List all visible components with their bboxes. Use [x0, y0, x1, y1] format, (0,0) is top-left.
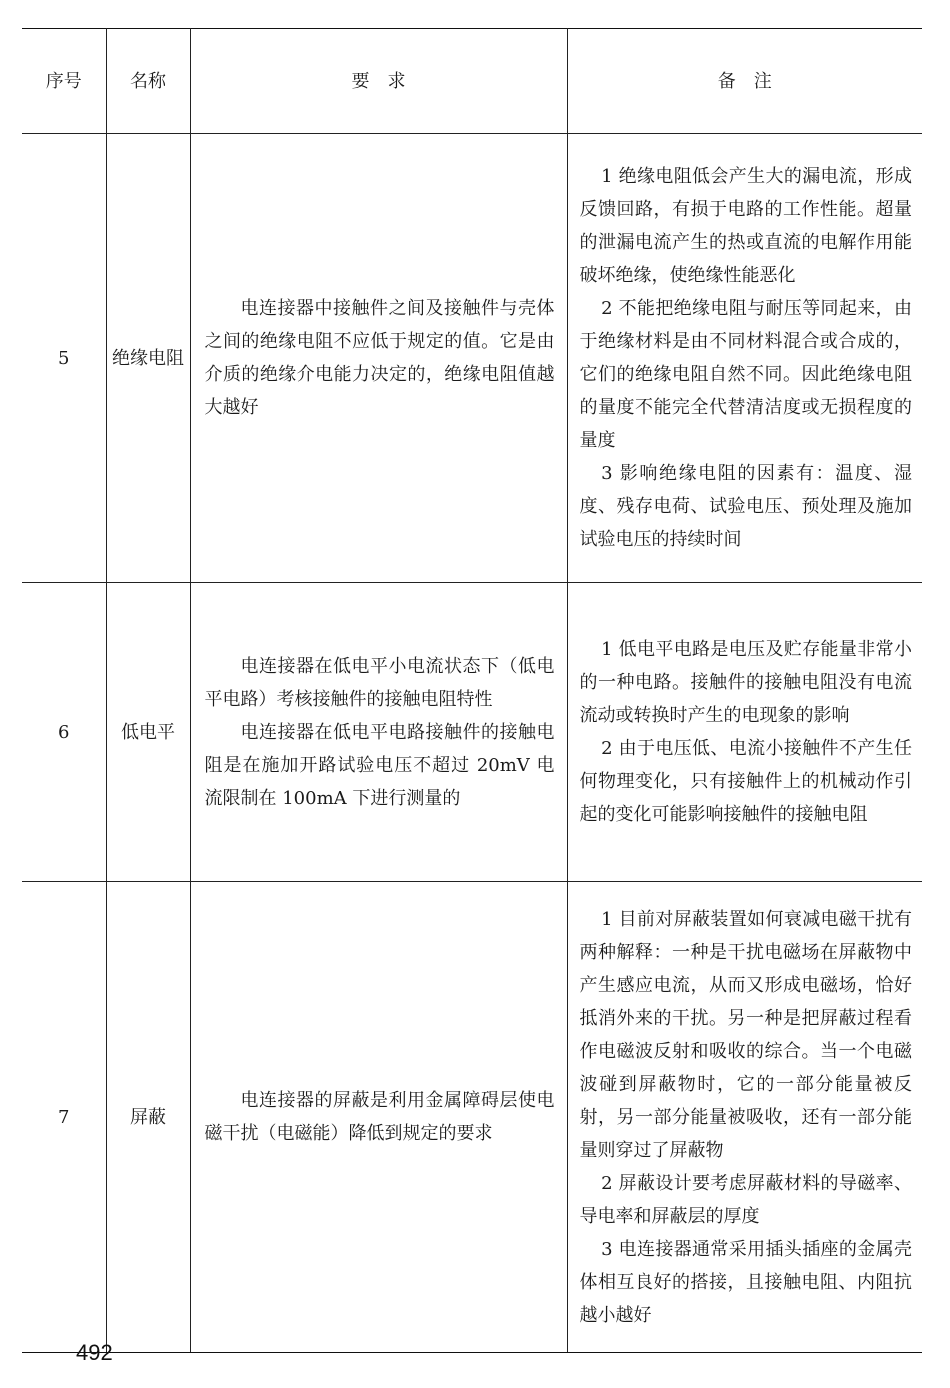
- requirement-paragraph: 电连接器在低电平小电流状态下（低电平电路）考核接触件的接触电阻特性: [204, 655, 555, 710]
- table-header: [22, 29, 922, 134]
- table-row: [22, 583, 922, 882]
- table-row: [22, 882, 922, 1353]
- row-number: 5: [22, 134, 106, 583]
- note-paragraph: 2 屏蔽设计要考虑屏蔽材料的导磁率、导电率和屏蔽层的厚度: [579, 1172, 912, 1227]
- row-requirement: [190, 583, 567, 882]
- header-row: [22, 29, 922, 134]
- row-notes: [567, 134, 922, 583]
- row-requirement: [190, 134, 567, 583]
- header-no: 序号: [22, 29, 106, 134]
- row-number: 7: [22, 882, 106, 1353]
- row-notes: [567, 882, 922, 1353]
- header-requirement: 要 求: [190, 29, 567, 134]
- note-paragraph: 1 绝缘电阻低会产生大的漏电流，形成反馈回路，有损于电路的工作性能。超量的泄漏电流产生的热或直流的电解作用能破坏绝缘，使绝缘性能恶化: [579, 166, 912, 286]
- note-paragraph: 1 低电平电路是电压及贮存能量非常小的一种电路。接触件的接触电阻没有电流流动或转换时产生的电现象的影响: [579, 639, 912, 726]
- table-row: [22, 134, 922, 583]
- header-name: 名称: [106, 29, 190, 134]
- specification-table: [22, 28, 922, 1353]
- row-notes: [567, 583, 922, 882]
- requirement-paragraph: 电连接器的屏蔽是利用金属障碍层使电磁干扰（电磁能）降低到规定的要求: [204, 1090, 555, 1144]
- note-paragraph: 3 电连接器通常采用插头插座的金属壳体相互良好的搭接，且接触电阻、内阻抗越小越好: [579, 1238, 912, 1326]
- row-name: 绝缘电阻: [106, 134, 190, 583]
- requirement-paragraph: 电连接器在低电平电路接触件的接触电阻是在施加开路试验电压不超过 20mV 电流限制在 100mA 下进行测量的: [204, 721, 555, 809]
- header-note: 备 注: [567, 29, 922, 134]
- row-name: 低电平: [106, 583, 190, 882]
- table-body: [22, 134, 922, 1353]
- page-number: 492: [76, 1340, 113, 1365]
- note-paragraph: 2 由于电压低、电流小接触件不产生任何物理变化，只有接触件上的机械动作引起的变化可能影响接触件的接触电阻: [579, 738, 912, 825]
- note-paragraph: 2 不能把绝缘电阻与耐压等同起来，由于绝缘材料是由不同材料混合或合成的，它们的绝缘电阻自然不同。因此绝缘电阻的量度不能完全代替清洁度或无损程度的量度: [579, 298, 912, 451]
- note-paragraph: 3 影响绝缘电阻的因素有：温度、湿度、残存电荷、试验电压、预处理及施加试验电压的持续时间: [579, 463, 912, 550]
- note-paragraph: 1 目前对屏蔽装置如何衰减电磁干扰有两种解释：一种是干扰电磁场在屏蔽物中产生感应电流，从而又形成电磁场，恰好抵消外来的干扰。另一种是把屏蔽过程看作电磁波反射和吸收的综合。当一个电磁波碰到屏蔽物时，它的一部分能量被反射，另一部分能量被吸收，还有一部分能量则穿过了屏蔽物: [579, 908, 912, 1161]
- row-name: 屏蔽: [106, 882, 190, 1353]
- requirement-paragraph: 电连接器中接触件之间及接触件与壳体之间的绝缘电阻不应低于规定的值。它是由介质的绝缘介电能力决定的，绝缘电阻值越大越好: [204, 298, 555, 418]
- row-requirement: [190, 882, 567, 1353]
- row-number: 6: [22, 583, 106, 882]
